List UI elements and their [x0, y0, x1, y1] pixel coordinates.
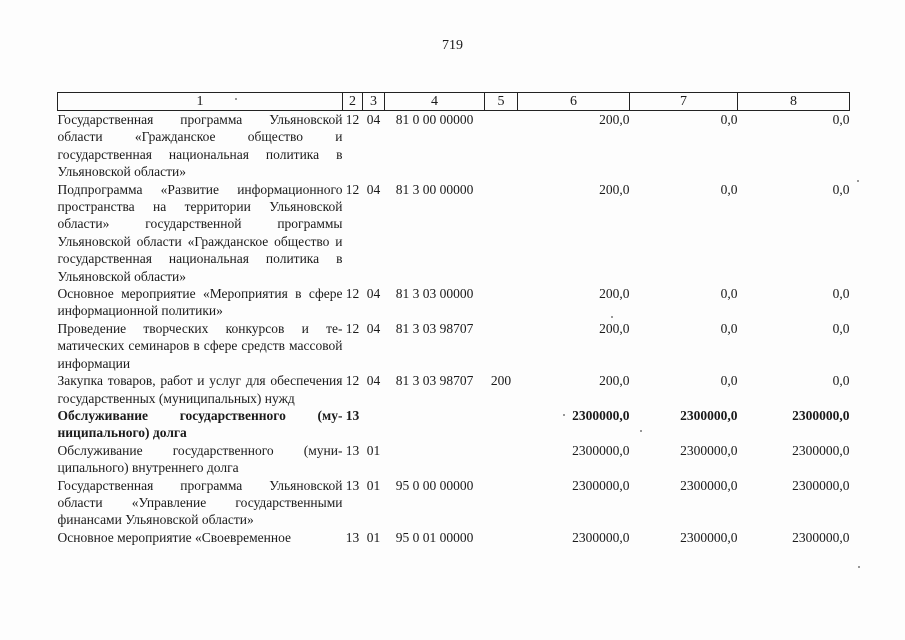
subsection-code: 04 — [366, 286, 381, 302]
amount-col7: 0,0 — [720, 320, 738, 336]
target-article-code: 81 3 00 00000 — [395, 181, 474, 197]
scan-speck — [858, 566, 860, 568]
amount-col7: 2300000,0 — [680, 529, 738, 545]
row-name: Обслуживание государственного (муниципального) внутреннего долга — [57, 442, 343, 476]
target-article-code: 81 0 00 00000 — [395, 112, 474, 127]
row-name: Основное мероприятие «Мероприятия в сфере информационной политики» — [57, 286, 343, 319]
amount-col6: 200,0 — [599, 286, 630, 302]
column-header: 8 — [738, 93, 850, 111]
expense-type-code — [485, 285, 518, 320]
column-header: 3 — [363, 93, 385, 111]
target-article-code: 95 0 01 00000 — [395, 529, 474, 545]
amount-col6: 2300000,0 — [572, 407, 630, 423]
amount-col8: 2300000,0 — [792, 477, 850, 493]
subsection-code: 01 — [366, 442, 381, 458]
table-row — [58, 320, 850, 372]
amount-col7: 0,0 — [720, 286, 738, 302]
expense-type-code — [485, 529, 518, 546]
subsection-code: 04 — [366, 320, 381, 336]
amount-col8: 0,0 — [832, 181, 850, 197]
table-row — [58, 529, 850, 546]
table-row — [58, 181, 850, 285]
column-header: 4 — [385, 93, 485, 111]
amount-col6: 200,0 — [599, 112, 630, 127]
subsection-code — [363, 407, 385, 442]
row-name: Государственная программа Ульяновской области «Управление государственными финансами Ульяновской области» — [57, 477, 343, 528]
amount-col8: 0,0 — [832, 320, 850, 336]
target-article-code: 81 3 03 98707 — [395, 320, 474, 336]
amount-col6: 200,0 — [599, 320, 630, 336]
budget-table — [57, 92, 850, 546]
expense-type-code — [485, 407, 518, 442]
section-code: 12 — [345, 181, 360, 197]
column-header: 7 — [630, 93, 738, 111]
subsection-code: 04 — [366, 373, 381, 389]
expense-type-code — [485, 442, 518, 477]
row-name: Закупка товаров, работ и услуг для обеспечения государственных (муниципальных) нужд — [57, 373, 343, 406]
section-code: 13 — [345, 477, 360, 493]
column-header: 6 — [518, 93, 630, 111]
amount-col8: 2300000,0 — [792, 442, 850, 458]
table-row — [58, 372, 850, 407]
column-header: 1 — [58, 93, 343, 111]
amount-col7: 0,0 — [720, 112, 738, 127]
amount-col7: 2300000,0 — [680, 407, 738, 423]
target-article-code: 81 3 03 98707 — [395, 373, 474, 389]
amount-col7: 2300000,0 — [680, 442, 738, 458]
expense-type-code: 200 — [490, 373, 512, 389]
row-name: Основное мероприятие «Своевременное — [57, 529, 291, 545]
table-row — [58, 477, 850, 529]
column-header-row — [58, 93, 850, 111]
amount-col7: 0,0 — [720, 181, 738, 197]
table-row-bold — [58, 407, 850, 442]
subsection-code: 04 — [366, 181, 381, 197]
subsection-code: 01 — [366, 529, 381, 545]
section-code: 13 — [345, 442, 360, 458]
section-code: 12 — [345, 112, 360, 127]
row-name: Подпрограмма «Развитие информационного пространства на территории Ульяновской области» государственной программы Ульяновской области «Гражданское общество и государственная национальная политика в Ульяновской области» — [57, 181, 343, 284]
column-header: 5 — [485, 93, 518, 111]
target-article-code — [385, 442, 485, 477]
subsection-code: 04 — [366, 112, 381, 127]
amount-col8: 2300000,0 — [792, 407, 850, 423]
amount-col8: 0,0 — [832, 112, 850, 127]
subsection-code: 01 — [366, 477, 381, 493]
section-code: 12 — [345, 320, 360, 336]
table-row — [58, 442, 850, 477]
section-code: 12 — [345, 373, 360, 389]
row-name: Проведение творческих конкурсов и тематических семинаров в сфере средств массовой информации — [57, 320, 343, 371]
amount-col7: 2300000,0 — [680, 477, 738, 493]
row-name: Обслуживание государственного (муниципального) долга — [57, 407, 343, 441]
amount-col6: 2300000,0 — [572, 477, 630, 493]
expense-type-code — [485, 181, 518, 285]
scan-speck — [857, 180, 859, 182]
scan-speck — [611, 316, 613, 318]
row-name: Государственная программа Ульяновской области «Гражданское общество и государственная национальная политика в Ульяновской области» — [57, 112, 343, 180]
table-row — [58, 285, 850, 320]
scan-speck — [235, 98, 237, 100]
column-header: 2 — [343, 93, 363, 111]
section-code: 13 — [345, 407, 360, 423]
amount-col6: 2300000,0 — [572, 529, 630, 545]
expense-type-code — [485, 477, 518, 529]
amount-col6: 200,0 — [599, 373, 630, 389]
amount-col6: 200,0 — [599, 181, 630, 197]
expense-type-code — [485, 320, 518, 372]
target-article-code: 81 3 03 00000 — [395, 286, 474, 302]
section-code: 13 — [345, 529, 360, 545]
amount-col7: 0,0 — [720, 373, 738, 389]
scan-speck — [563, 414, 565, 416]
expense-type-code — [485, 111, 518, 181]
section-code: 12 — [345, 286, 360, 302]
amount-col8: 2300000,0 — [792, 529, 850, 545]
amount-col8: 0,0 — [832, 286, 850, 302]
amount-col6: 2300000,0 — [572, 442, 630, 458]
amount-col8: 0,0 — [832, 373, 850, 389]
target-article-code: 95 0 00 00000 — [395, 477, 474, 493]
table-row — [58, 111, 850, 181]
scan-speck — [640, 430, 642, 432]
target-article-code — [385, 407, 485, 442]
page-number: 719 — [442, 38, 463, 53]
